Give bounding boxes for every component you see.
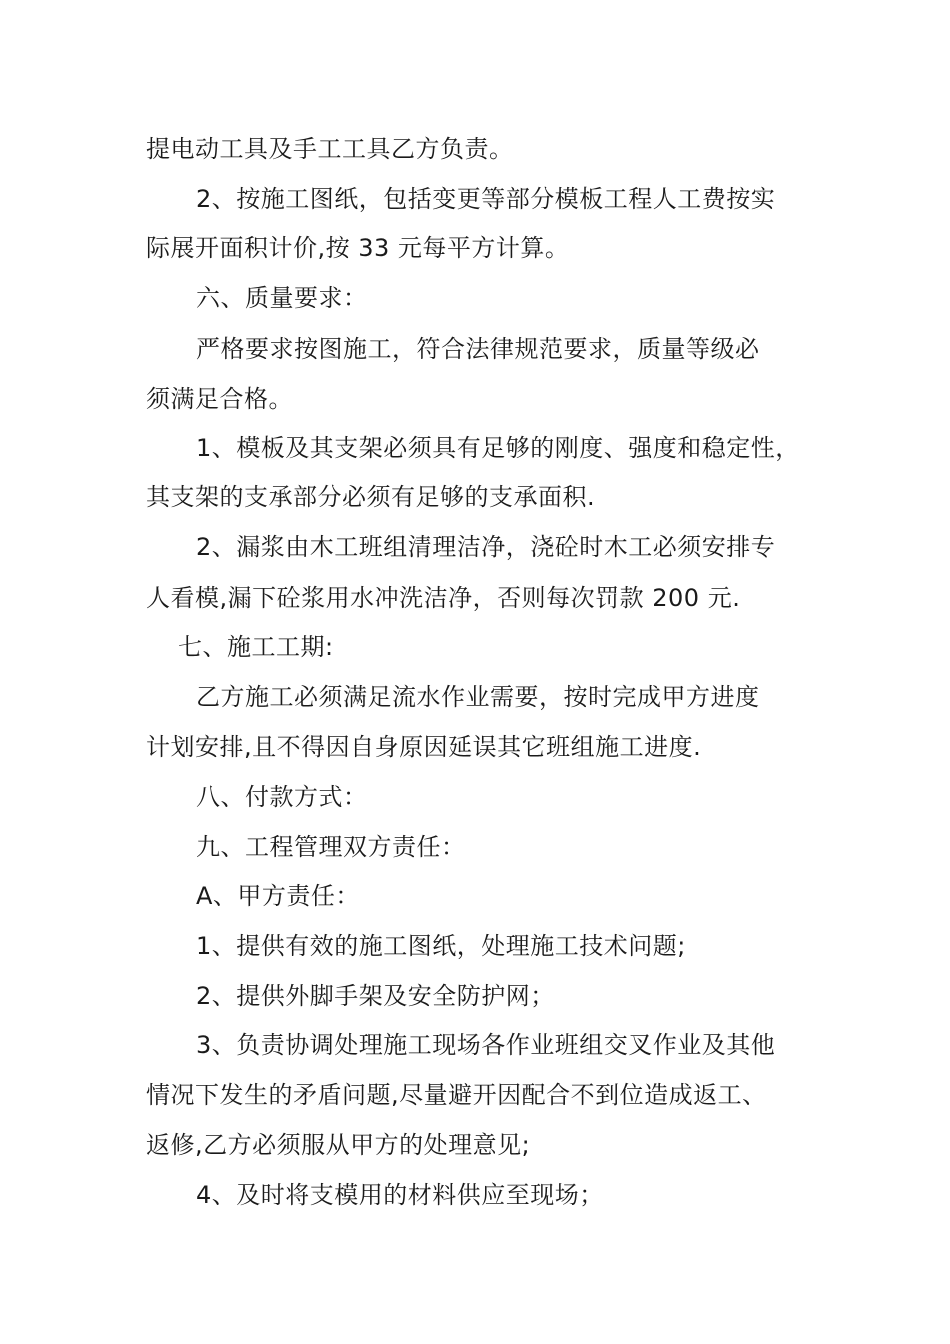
subsection-heading-party-a: A、甲方责任： [196,882,360,910]
text-line-13: 计划安排,且不得因自身原因延误其它班组施工进度. [146,733,702,761]
section-heading-quality: 六、质量要求： [196,284,368,312]
text-line-19: 3、负责协调处理施工现场各作业班组交叉作业及其他 [196,1031,776,1059]
section-heading-responsibilities: 九、工程管理双方责任： [196,833,466,861]
section-heading-payment: 八、付款方式： [196,783,368,811]
text-line-3: 际展开面积计价,按 33 元每平方计算。 [146,234,570,262]
text-line-18: 2、提供外脚手架及安全防护网； [196,982,555,1010]
text-line-6: 须满足合格。 [146,385,293,413]
text-line-1: 提电动工具及手工工具乙方负责。 [146,135,514,163]
text-line-8: 其支架的支承部分必须有足够的支承面积. [146,483,596,511]
section-heading-schedule: 七、施工工期: [178,633,334,661]
text-line-22: 4、及时将支模用的材料供应至现场； [196,1181,604,1209]
text-line-5: 严格要求按图施工，符合法律规范要求，质量等级必 [196,335,760,363]
text-line-12: 乙方施工必须满足流水作业需要，按时完成甲方进度 [196,683,760,711]
text-line-20: 情况下发生的矛盾问题,尽量避开因配合不到位造成返工、 [146,1081,767,1109]
text-line-9: 2、漏浆由木工班组清理洁净，浇砼时木工必须安排专 [196,533,776,561]
text-line-21: 返修,乙方必须服从甲方的处理意见; [146,1131,531,1159]
text-line-7: 1、模板及其支架必须具有足够的刚度、强度和稳定性， [196,434,800,462]
text-line-17: 1、提供有效的施工图纸，处理施工技术问题; [196,932,686,960]
text-line-10: 人看模,漏下砼浆用水冲洗洁净，否则每次罚款 200 元. [146,584,741,612]
text-line-2: 2、按施工图纸，包括变更等部分模板工程人工费按实 [196,185,776,213]
